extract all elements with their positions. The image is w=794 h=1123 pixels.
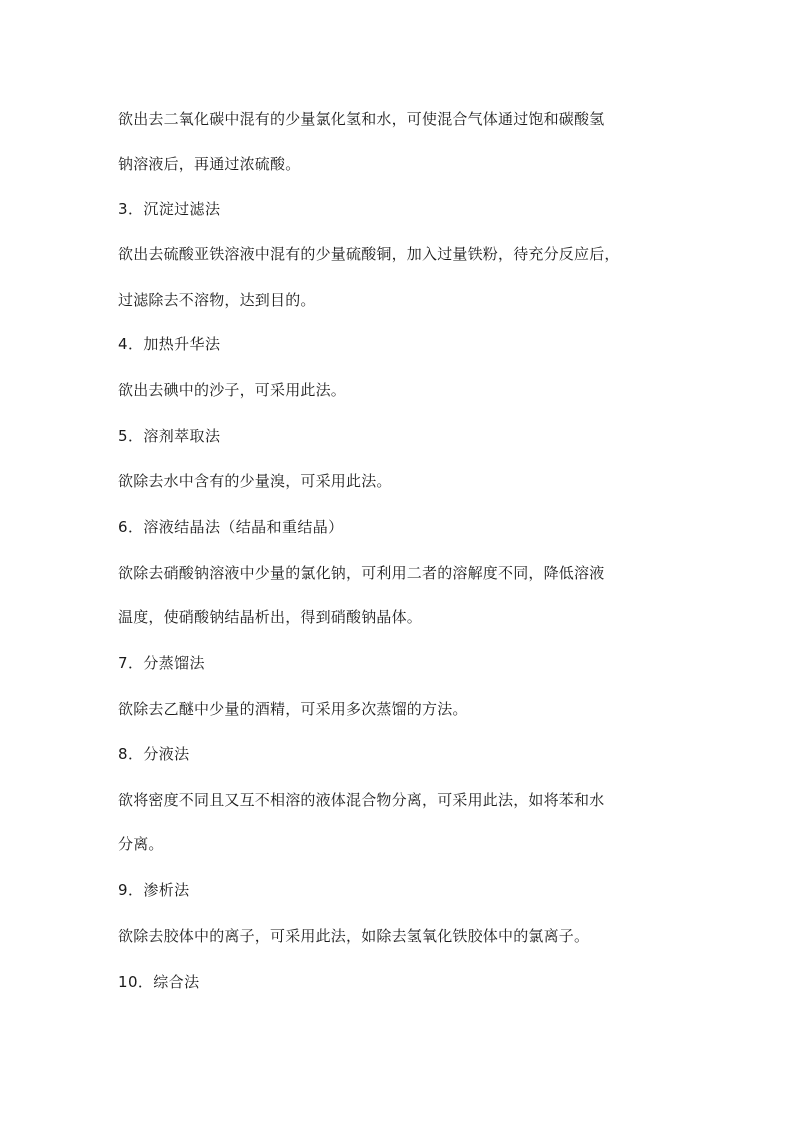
paragraph-sublimation: 欲出去碘中的沙子，可采用此法。	[118, 381, 347, 399]
heading-fractional-distillation: 7．分蒸馏法	[118, 654, 205, 672]
paragraph-co2-purification-line-2: 钠溶液后，再通过浓硫酸。	[118, 155, 301, 173]
paragraph-precipitation-line-2: 过滤除去不溶物，达到目的。	[118, 291, 316, 309]
heading-liquid-separation: 8．分液法	[118, 745, 190, 763]
paragraph-distillation: 欲除去乙醚中少量的酒精，可采用多次蒸馏的方法。	[118, 700, 468, 718]
paragraph-liquid-separation-line-2: 分离。	[118, 835, 164, 853]
heading-precipitation-filtration: 3．沉淀过滤法	[118, 200, 221, 218]
heading-solvent-extraction: 5．溶剂萃取法	[118, 427, 221, 445]
heading-crystallization: 6．溶液结晶法（结晶和重结晶）	[118, 518, 344, 536]
paragraph-extraction: 欲除去水中含有的少量溴，可采用此法。	[118, 472, 392, 490]
heading-combined-method: 10．综合法	[118, 973, 200, 991]
heading-heating-sublimation: 4．加热升华法	[118, 335, 221, 353]
paragraph-crystallization-line-2: 温度，使硝酸钠结晶析出，得到硝酸钠晶体。	[118, 608, 423, 626]
paragraph-precipitation-line-1: 欲出去硫酸亚铁溶液中混有的少量硫酸铜，加入过量铁粉，待充分反应后，	[118, 245, 620, 263]
paragraph-liquid-separation-line-1: 欲将密度不同且又互不相溶的液体混合物分离，可采用此法，如将苯和水	[118, 791, 605, 809]
heading-dialysis: 9．渗析法	[118, 881, 190, 899]
paragraph-co2-purification-line-1: 欲出去二氧化碳中混有的少量氯化氢和水，可使混合气体通过饱和碳酸氢	[118, 110, 605, 128]
paragraph-dialysis: 欲除去胶体中的离子，可采用此法，如除去氢氧化铁胶体中的氯离子。	[118, 927, 590, 945]
paragraph-crystallization-line-1: 欲除去硝酸钠溶液中少量的氯化钠，可利用二者的溶解度不同，降低溶液	[118, 564, 605, 582]
